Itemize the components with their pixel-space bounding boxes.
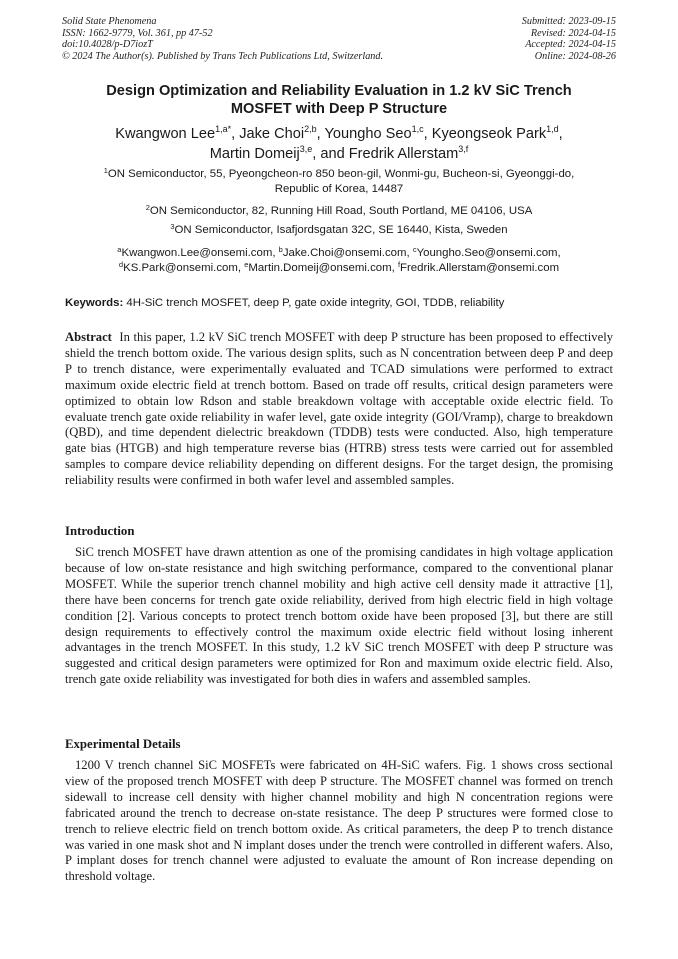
email-mark: a (117, 245, 122, 254)
affiliation-1 (60, 167, 618, 198)
email-link[interactable]: Fredrik.Allerstam@onsemi.com (400, 262, 560, 275)
abstract-text: In this paper, 1.2 kV SiC trench MOSFET with deep P structure has been proposed to effectively shield the trench bottom oxide. The various design splits, such as N concentration between deep P and deep P to trench distance, were experimentally evaluated and TCAD simulations were performed to extract maximum oxide electric field at trench bottom. Based on trade off results, critical design parameters were optimized to obtain low Rdson and stable breakdown voltage with acceptable oxide electric field. To evaluate trench gate oxide reliability in wafer level, gate oxide integrity (GOI/Vramp), charge to breakdown (QBD), and time dependent dielectric breakdown (TDDB) tests were conducted. Also, high temperature gate bias (HTGB) and high temperature reverse bias (HTRB) stress tests were carried out for assembled samples to compare device reliability depending on different designs. For the target design, the promising reliability results were confirmed in both wafer level and assembled samples. (65, 330, 613, 488)
email-link[interactable]: KS.Park@onsemi.com (123, 262, 238, 275)
affiliation-1-line-1 (60, 167, 618, 182)
email-mark: e (244, 260, 249, 270)
author-name: Martin Domeij (209, 146, 300, 162)
title-line-1: Design Optimization and Reliability Evaluation in 1.2 kV SiC Trench (106, 83, 572, 99)
title-line-2: MOSFET with Deep P Structure (230, 101, 448, 117)
author-line-2 (40, 144, 638, 164)
author-name: Kwangwon Lee (115, 126, 216, 142)
author-affiliation-mark: 1,c (411, 124, 424, 134)
journal-header-right (522, 16, 616, 62)
journal-issn: ISSN: 1662-9779, Vol. 361, pp 47-52 (62, 27, 213, 39)
keywords-text: 4H-SiC trench MOSFET, deep P, gate oxide integrity, GOI, TDDB, reliability (126, 297, 505, 309)
journal-doi[interactable]: doi:10.4028/p-D7iozT (62, 39, 153, 51)
email-mark: c (412, 245, 417, 254)
abstract-label: Abstract (65, 330, 112, 344)
affiliation-2 (60, 204, 618, 219)
email-mark: f (397, 260, 401, 270)
email-list (60, 246, 618, 277)
affiliation-text: ON Semiconductor, 55, Pyeongcheon-ro 850 beon-gil, Wonmi-gu, Bucheon-si, Gyeonggi-do, (107, 168, 575, 180)
email-link[interactable]: Martin.Domeij@onsemi.com (248, 262, 392, 275)
experimental-heading: Experimental Details (65, 737, 181, 751)
author-name: Fredrik Allerstam (348, 146, 459, 162)
author-affiliation-mark: 3,e (299, 144, 313, 154)
author-separator: , (423, 126, 432, 142)
author-affiliation-mark: 2,b (304, 124, 317, 134)
experimental-paragraph: 1200 V trench channel SiC MOSFETs were fabricated on 4H-SiC wafers. Fig. 1 shows cross sectional view of the proposed trench MOSFET with deep P structure. The MOSFET channel was formed on trench sidewall to increase cell density with higher channel mobility and high N concentration regions were fabricated around the trench to decrease on-state resistance. The deep P structures were formed close to trench to relieve electric field on trench bottom oxide. As critical parameters, the deep P to trench distance was varied in one mask shot and N implant doses under the trench were controlled in different wafers. Also, P implant doses for trench channel were adjusted to evaluate the amount of Ron increase depending on threshold voltage. (65, 758, 613, 884)
email-mark: b (278, 245, 283, 254)
email-line-1: $^a$Kwangwon.Lee@onsemi.com, $^b$Jake.Choi@onsemi.com, $^c$Youngho.Seo@onsemi.com, (117, 245, 561, 259)
author-separator: , and (312, 146, 349, 162)
date-submitted: Submitted: 2023-09-15 (521, 16, 616, 27)
keywords-label: Keywords: (65, 297, 124, 309)
abstract-section (65, 330, 613, 489)
date-revised: Revised: 2024-04-15 (530, 27, 616, 39)
keywords (65, 296, 613, 311)
author-separator: , (558, 126, 563, 142)
author-name: Youngho Seo (324, 126, 412, 142)
affiliation-mark: 2 (145, 203, 150, 212)
affiliation-3 (60, 223, 618, 238)
affiliation-text: ON Semiconductor, 82, Running Hill Road, South Portland, ME 04106, USA (149, 205, 533, 217)
date-online: Online: 2024-08-26 (534, 50, 616, 62)
experimental-section (65, 758, 613, 885)
paper-title (40, 82, 638, 118)
email-link[interactable]: Kwangwon.Lee@onsemi.com (121, 247, 273, 259)
author-separator: , (316, 126, 325, 142)
introduction-paragraph: SiC trench MOSFET have drawn attention as one of the promising candidates in high voltage application because of low on-state resistance and high switching performance, compared to the conventional planar MOSFET. While the superior trench channel mobility and high active cell density made it attractive [1], there have been concerns for trench gate oxide reliability, derived from high electric field in high voltage condition [2]. Various concepts to protect trench bottom oxide have been proposed [3], but there are still design requirements to effectively control the maximum oxide electric field without losing inherent advantages in the trench MOSFET. In this study, 1.2 kV SiC trench MOSFET with deep P structure was suggested and critical design parameters were optimized for Ron and maximum oxide electric field. Also, trench gate oxide reliability was investigated for both dies in wafers and assembled samples. (65, 545, 613, 687)
date-accepted: Accepted: 2024-04-15 (525, 39, 616, 51)
affiliation-mark: 3 (170, 222, 175, 231)
journal-copyright: © 2024 The Author(s). Published by Trans Tech Publications Ltd, Switzerland. (62, 50, 384, 62)
author-separator: , (231, 126, 240, 142)
author-name: Jake Choi (239, 126, 305, 142)
email-link[interactable]: Youngho.Seo@onsemi.com (416, 247, 558, 259)
author-line-1 (40, 124, 638, 144)
introduction-section (65, 545, 613, 688)
email-link[interactable]: Jake.Choi@onsemi.com (282, 247, 407, 259)
author-name: Kyeongseok Park (431, 126, 547, 142)
journal-header-left (62, 16, 383, 62)
author-list (40, 124, 638, 164)
affiliation-mark: 1 (103, 166, 108, 175)
author-affiliation-mark: 1,d (546, 124, 559, 134)
abstract-paragraph (65, 330, 613, 489)
affiliation-text: ON Semiconductor, Isafjordsgatan 32C, SE 16440, Kista, Sweden (174, 224, 508, 236)
journal-name: Solid State Phenomena (62, 16, 157, 27)
author-affiliation-mark: 3,f (458, 144, 469, 154)
email-mark: d (118, 260, 124, 270)
email-line-2: $^d$KS.Park@onsemi.com, $^e$Martin.Domeij@onsemi.com, $^f$Fredrik.Allerstam@onsemi.com (118, 260, 560, 275)
affiliation-1-line-2: Republic of Korea, 14487 (274, 183, 404, 196)
introduction-heading: Introduction (65, 524, 135, 538)
author-affiliation-mark: 1,a* (215, 124, 232, 134)
